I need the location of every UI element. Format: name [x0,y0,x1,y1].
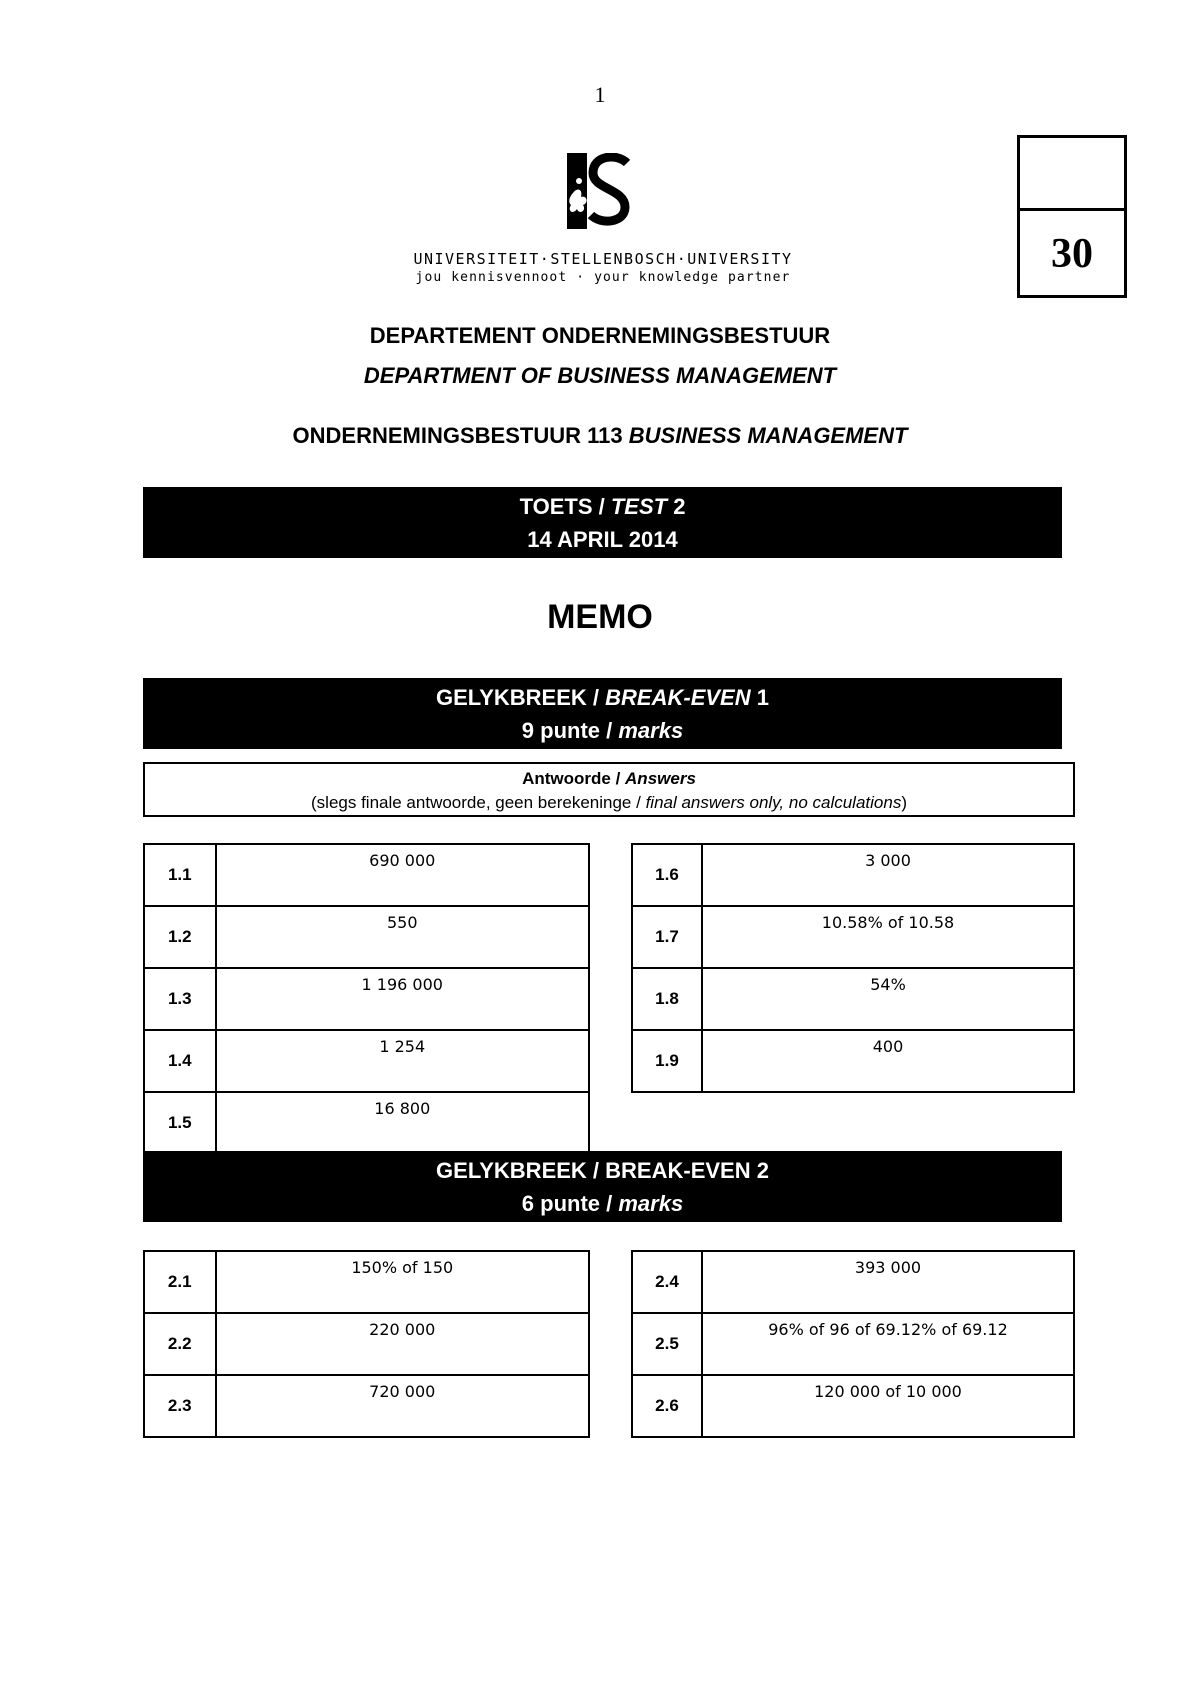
answer-cell: 3 000 [702,844,1074,906]
score-box-top [1020,138,1124,211]
answer-cell: 10.58% of 10.58 [702,906,1074,968]
answers-instructions [143,762,1075,817]
table-row [632,968,1074,1030]
test-banner [143,487,1062,558]
department-title-afrikaans: DEPARTEMENT ONDERNEMINGSBESTUUR [369,323,831,348]
table-row [144,1313,589,1375]
table-row [144,906,589,968]
question-number: 1.9 [632,1030,702,1092]
question-number: 2.3 [144,1375,216,1437]
section1-right-table [631,843,1075,1093]
stellenbosch-logo-icon [567,153,639,229]
answer-cell: 16 800 [216,1092,589,1154]
section1-title: GELYKBREEK / BREAK-EVEN 1 [436,685,769,710]
question-number: 1.6 [632,844,702,906]
table-row [632,1375,1074,1437]
section2-banner [143,1151,1062,1222]
table-row [144,844,589,906]
test-label: TOETS / TEST 2 [519,494,686,519]
table-row [632,844,1074,906]
question-number: 1.8 [632,968,702,1030]
section2-marks: 6 punte / marks [521,1191,684,1216]
course-title-afrikaans: ONDERNEMINGSBESTUUR 113 [292,423,623,448]
course-title [0,423,1200,449]
answer-cell: 393 000 [702,1251,1074,1313]
section2-title: GELYKBREEK / BREAK-EVEN 2 [436,1158,769,1183]
answer-cell: 720 000 [216,1375,590,1437]
section2-right-table [631,1250,1075,1438]
question-number: 2.5 [632,1313,702,1375]
question-number: 2.4 [632,1251,702,1313]
page-number: 1 [594,82,606,107]
question-number: 1.3 [144,968,216,1030]
table-row [144,1251,589,1313]
test-date: 14 APRIL 2014 [527,527,678,552]
question-number: 1.7 [632,906,702,968]
answer-cell: 1 254 [216,1030,589,1092]
answer-cell: 54% [702,968,1074,1030]
table-row [144,968,589,1030]
score-box [1017,135,1127,298]
answer-cell: 150% of 150 [216,1251,590,1313]
table-row [144,1030,589,1092]
question-number: 1.1 [144,844,216,906]
section1-banner [143,678,1062,749]
question-number: 2.6 [632,1375,702,1437]
answer-cell: 690 000 [216,844,589,906]
university-name: UNIVERSITEIT·STELLENBOSCH·UNIVERSITY [413,250,793,268]
answer-cell: 400 [702,1030,1074,1092]
section1-marks: 9 punte / marks [521,718,684,743]
score-value: 30 [1051,231,1093,277]
memo-title: MEMO [547,598,653,636]
question-number: 1.2 [144,906,216,968]
answer-cell: 96% of 96 of 69.12% of 69.12 [702,1313,1074,1375]
table-row [632,1313,1074,1375]
answers-note: (slegs finale antwoorde, geen berekeninge / final answers only, no calculations) [311,793,907,812]
question-number: 2.2 [144,1313,216,1375]
question-number: 1.5 [144,1092,216,1154]
table-row [632,1030,1074,1092]
answer-cell: 220 000 [216,1313,590,1375]
table-row [632,1251,1074,1313]
answer-cell: 120 000 of 10 000 [702,1375,1074,1437]
table-row [144,1375,589,1437]
department-title-english: DEPARTMENT OF BUSINESS MANAGEMENT [363,363,837,388]
section1-left-table [143,843,590,1155]
answer-cell: 1 196 000 [216,968,589,1030]
table-row [144,1092,589,1154]
section2-left-table [143,1250,590,1438]
table-row [632,906,1074,968]
question-number: 2.1 [144,1251,216,1313]
answer-cell: 550 [216,906,589,968]
course-title-english: BUSINESS MANAGEMENT [628,423,908,448]
university-tagline: jou kennisvennoot · your knowledge partner [415,270,791,285]
question-number: 1.4 [144,1030,216,1092]
answers-heading: Antwoorde / Answers [522,769,696,788]
